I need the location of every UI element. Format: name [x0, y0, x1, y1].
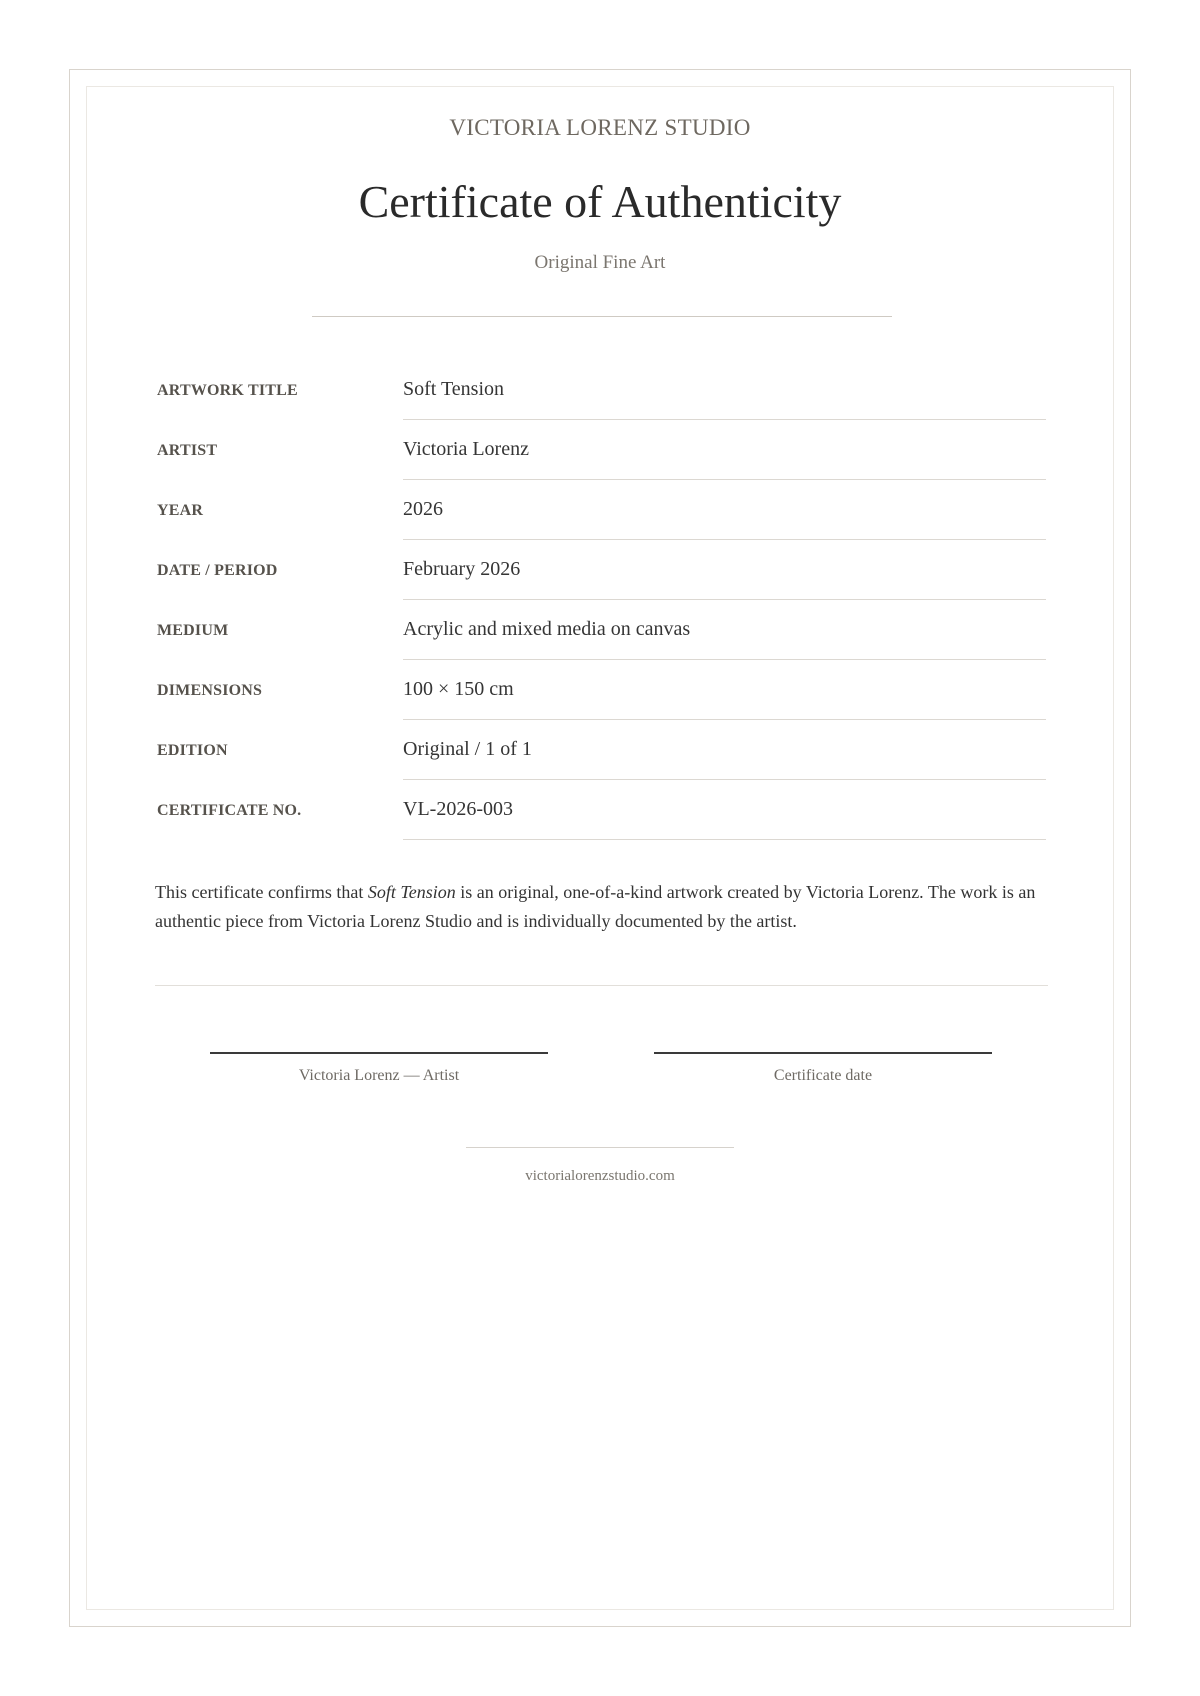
detail-value: VL-2026-003	[403, 798, 513, 820]
detail-row-certificate-no	[157, 780, 1046, 840]
detail-row-artwork-title	[157, 360, 1046, 420]
detail-row-medium	[157, 600, 1046, 660]
detail-value: 100 × 150 cm	[403, 678, 514, 700]
date-signature-line	[654, 1052, 992, 1054]
detail-label: MEDIUM	[157, 622, 229, 639]
title-divider	[312, 316, 892, 317]
detail-value: Victoria Lorenz	[403, 438, 529, 460]
detail-value: Acrylic and mixed media on canvas	[403, 618, 691, 640]
details-table	[157, 360, 1046, 840]
website-link: victorialorenzstudio.com	[525, 1168, 675, 1184]
artist-signature-line	[210, 1052, 548, 1054]
detail-value: Soft Tension	[403, 378, 505, 400]
detail-underline	[403, 839, 1046, 840]
inner-frame	[86, 86, 1114, 1610]
authenticity-statement	[155, 878, 1055, 936]
detail-row-edition	[157, 720, 1046, 780]
certificate-title: Certificate of Authenticity	[358, 176, 842, 227]
section-divider	[155, 985, 1048, 986]
detail-row-artist	[157, 420, 1046, 480]
statement-prefix: This certificate confirms that	[155, 882, 368, 902]
detail-row-date-period	[157, 540, 1046, 600]
studio-name: VICTORIA LORENZ STUDIO	[449, 115, 751, 140]
detail-value: February 2026	[403, 558, 521, 580]
detail-label: EDITION	[157, 742, 228, 759]
statement-suffix: is an original, one-of-a-kind artwork created by Victoria Lorenz. The work is an authentic piece from Victoria Lorenz Studio and is individually documented by the artist.	[155, 882, 1036, 931]
detail-label: YEAR	[157, 502, 204, 519]
statement-artwork-title: Soft Tension	[367, 882, 456, 902]
date-signature-caption: Certificate date	[773, 1067, 873, 1084]
detail-label: CERTIFICATE NO.	[157, 802, 302, 819]
detail-row-year	[157, 480, 1046, 540]
detail-value: 2026	[403, 498, 443, 520]
detail-label: ARTIST	[157, 442, 218, 459]
artist-signature-caption: Victoria Lorenz — Artist	[298, 1067, 460, 1084]
detail-row-dimensions	[157, 660, 1046, 720]
detail-label: ARTWORK TITLE	[157, 382, 298, 399]
detail-label: DIMENSIONS	[157, 682, 263, 699]
detail-value: Original / 1 of 1	[403, 738, 532, 760]
certificate-subtitle: Original Fine Art	[534, 252, 666, 273]
detail-label: DATE / PERIOD	[157, 562, 278, 579]
footer-divider	[466, 1147, 734, 1148]
